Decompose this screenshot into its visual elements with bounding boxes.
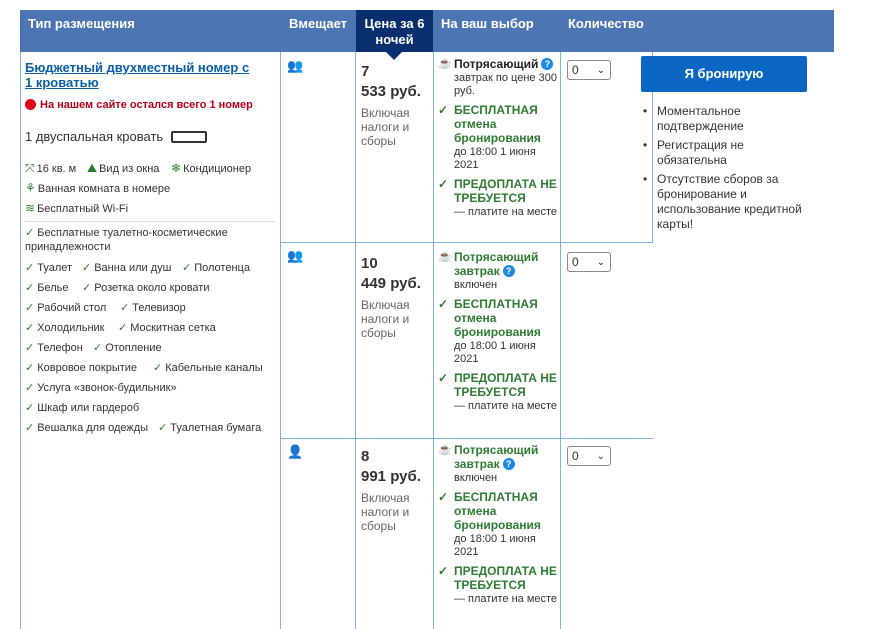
amenity-item (25, 301, 106, 314)
book-button[interactable]: Я бронирую (641, 56, 807, 92)
check-icon: ✓ (82, 282, 92, 294)
breakfast-title: Потрясающий (454, 57, 539, 71)
amenity-item (25, 341, 83, 354)
amenity-item (25, 281, 68, 294)
feature-wifi-text: Бесплатный Wi-Fi (37, 203, 129, 215)
check-icon: ✓ (118, 322, 128, 334)
grid-line (280, 52, 281, 629)
occupancy-icon: 👥 (287, 248, 303, 263)
snowflake-icon: ❄ (171, 161, 182, 175)
grid-line (652, 242, 653, 243)
quantity-select[interactable] (567, 60, 611, 80)
price-value-1: 7 (361, 63, 370, 80)
benefit-item: • Регистрация не обязательна (641, 138, 811, 168)
amenity-item (25, 321, 104, 334)
quantity-value: 0 (572, 63, 579, 77)
prepay-title: ПРЕДОПЛАТА НЕ ТРЕБУЕТСЯ (454, 371, 557, 399)
quantity-select[interactable] (567, 252, 611, 272)
benefits-list (641, 104, 811, 236)
amenity-text: Ковровое покрытие (37, 362, 138, 374)
feature-bath-text: Ванная комната в номере (37, 183, 171, 195)
check-icon: ✓ (82, 262, 92, 274)
prepay-title: ПРЕДОПЛАТА НЕ ТРЕБУЕТСЯ (454, 177, 557, 205)
grid-line (280, 242, 653, 243)
bed-icon (171, 131, 207, 143)
bed-info (25, 129, 207, 144)
amenity-text: Отопление (105, 342, 162, 354)
check-icon: ✓ (120, 302, 130, 314)
feature-ac-text: Кондиционер (183, 163, 252, 175)
amenity-text: Белье (37, 282, 69, 294)
amenity-text: Телефон (37, 342, 83, 354)
choice-cell (438, 58, 562, 225)
grid-line (20, 52, 21, 629)
breakfast-sub: завтрак по цене 300 руб. (454, 72, 557, 97)
prepay-sub: — платите на месте (454, 593, 558, 605)
cancel-title: БЕСПЛАТНАЯ отмена бронирования (454, 103, 541, 145)
breakfast-title: Потрясающий завтрак (454, 250, 539, 278)
feature-area (25, 161, 76, 176)
check-icon: ✓ (25, 227, 35, 239)
wifi-icon: ≋ (25, 201, 36, 215)
amenity-item (120, 301, 186, 314)
sort-arrow-icon (386, 52, 402, 60)
amenity-text: Рабочий стол (37, 302, 107, 314)
check-icon: ✓ (25, 342, 35, 354)
breakfast-sub: включен (454, 472, 498, 484)
check-icon: ✓ (438, 297, 449, 311)
header-price (356, 10, 433, 52)
amenity-item (25, 361, 137, 374)
alert-dot-icon (25, 99, 36, 110)
check-icon: ✓ (438, 564, 449, 578)
amenity-item (25, 401, 139, 414)
amenity-text: Туалетная бумага (170, 422, 262, 434)
amenity-text: Кабельные каналы (165, 362, 263, 374)
chevron-down-icon: ⌄ (596, 451, 605, 462)
occupancy-icon: 👥 (287, 58, 303, 73)
price-value-1: 10 (361, 255, 378, 272)
amenity-text: Москитная сетка (130, 322, 216, 334)
benefit-item: • Отсутствие сборов за бронирование и использование кредитной карты! (641, 172, 811, 232)
chevron-down-icon: ⌄ (596, 65, 605, 76)
breakfast-sub: включен (454, 279, 498, 291)
feature-bath (25, 181, 170, 195)
amenity-item (118, 321, 216, 334)
amenity-item (25, 261, 72, 274)
check-icon: ✓ (438, 371, 449, 385)
price-cell (361, 254, 421, 340)
header-qty: Количество (568, 16, 644, 31)
amenity-item (25, 226, 255, 254)
amenity-text: Услуга «звонок-будильник» (37, 382, 177, 394)
mountain-icon: ⛰ (87, 161, 98, 175)
cancel-title: БЕСПЛАТНАЯ отмена бронирования (454, 297, 541, 339)
amenity-text: Холодильник (37, 322, 105, 334)
quantity-value: 0 (572, 255, 579, 269)
header-price-label: Цена за 6 ночей (364, 16, 425, 47)
quantity-value: 0 (572, 449, 579, 463)
amenity-text: Ванна или душ (94, 262, 172, 274)
amenity-text: Вешалка для одежды (37, 422, 149, 434)
amenity-item (182, 261, 250, 274)
check-icon: ✓ (25, 282, 35, 294)
amenity-item (82, 281, 209, 294)
amenity-text: Телевизор (132, 302, 186, 314)
scarcity-notice (25, 99, 253, 111)
check-icon: ✓ (25, 422, 35, 434)
amenity-text: Бесплатные туалетно-косметические принадлежности (25, 227, 228, 253)
feature-view-text: Вид из окна (99, 163, 160, 175)
check-icon: ✓ (25, 302, 35, 314)
area-icon: ⤧ (25, 161, 35, 175)
benefit-item: • Моментальное подтверждение (641, 104, 811, 134)
amenity-item (25, 421, 148, 434)
amenity-text: Шкаф или гардероб (37, 402, 140, 414)
header-choice: На ваш выбор (441, 16, 534, 31)
check-icon: ✓ (158, 422, 168, 434)
bed-text: 1 двуспальная кровать (25, 129, 164, 144)
amenity-text: Розетка около кровати (94, 282, 210, 294)
amenity-text: Полотенца (194, 262, 250, 274)
check-icon: ✓ (25, 382, 35, 394)
check-icon: ✓ (438, 177, 449, 191)
quantity-select[interactable] (567, 446, 611, 466)
cancel-sub: до 18:00 1 июня 2021 (454, 146, 536, 171)
price-cell (361, 62, 421, 148)
coffee-icon: ☕ (438, 251, 452, 263)
check-icon: ✓ (182, 262, 192, 274)
occupancy-icon: 👤 (287, 444, 303, 459)
room-name-link[interactable]: Бюджетный двухместный номер с 1 кроватью (25, 60, 250, 90)
amenity-text: Туалет (37, 262, 73, 274)
check-icon: ✓ (153, 362, 163, 374)
choice-cell (438, 251, 562, 419)
check-icon: ✓ (25, 322, 35, 334)
breakfast-title: Потрясающий завтрак (454, 443, 539, 471)
coffee-icon: ☕ (438, 58, 452, 70)
price-value-2: 449 руб. (361, 275, 421, 292)
amenity-item (25, 381, 177, 394)
price-cell (361, 447, 421, 533)
price-value-2: 533 руб. (361, 83, 421, 100)
header-sleeps: Вмещает (289, 16, 348, 31)
grid-line (280, 438, 653, 439)
grid-line (433, 52, 434, 629)
help-icon[interactable]: ? (541, 58, 553, 70)
cancel-title: БЕСПЛАТНАЯ отмена бронирования (454, 490, 541, 532)
amenity-item (82, 261, 172, 274)
check-icon: ✓ (25, 362, 35, 374)
check-icon: ✓ (25, 262, 35, 274)
cancel-sub: до 18:00 1 июня 2021 (454, 340, 536, 365)
amenity-item (158, 421, 261, 434)
prepay-sub: — платите на месте (454, 400, 558, 412)
feature-view (87, 161, 159, 176)
help-icon[interactable]: ? (503, 458, 515, 470)
check-icon: ✓ (25, 402, 35, 414)
prepay-title: ПРЕДОПЛАТА НЕ ТРЕБУЕТСЯ (454, 564, 557, 592)
cancel-sub: до 18:00 1 июня 2021 (454, 533, 536, 558)
choice-cell (438, 444, 562, 612)
check-icon: ✓ (438, 490, 449, 504)
feature-wifi (25, 201, 128, 215)
feature-area-text: 16 кв. м (36, 163, 77, 175)
price-value-1: 8 (361, 448, 370, 465)
bath-icon: ⚘ (25, 181, 36, 195)
divider (25, 221, 275, 222)
header-type: Тип размещения (28, 16, 135, 31)
feature-ac (171, 161, 251, 175)
amenity-item (153, 361, 263, 374)
scarcity-text: На нашем сайте остался всего 1 номер (40, 99, 253, 111)
price-value-2: 991 руб. (361, 468, 421, 485)
grid-line (355, 52, 356, 629)
amenity-item (93, 341, 162, 354)
prepay-sub: — платите на месте (454, 206, 558, 218)
help-icon[interactable]: ? (503, 265, 515, 277)
check-icon: ✓ (438, 103, 449, 117)
chevron-down-icon: ⌄ (596, 257, 605, 268)
price-note: Включая налоги и сборы (361, 491, 410, 533)
check-icon: ✓ (93, 342, 103, 354)
price-note: Включая налоги и сборы (361, 106, 410, 148)
coffee-icon: ☕ (438, 444, 452, 456)
price-note: Включая налоги и сборы (361, 298, 410, 340)
